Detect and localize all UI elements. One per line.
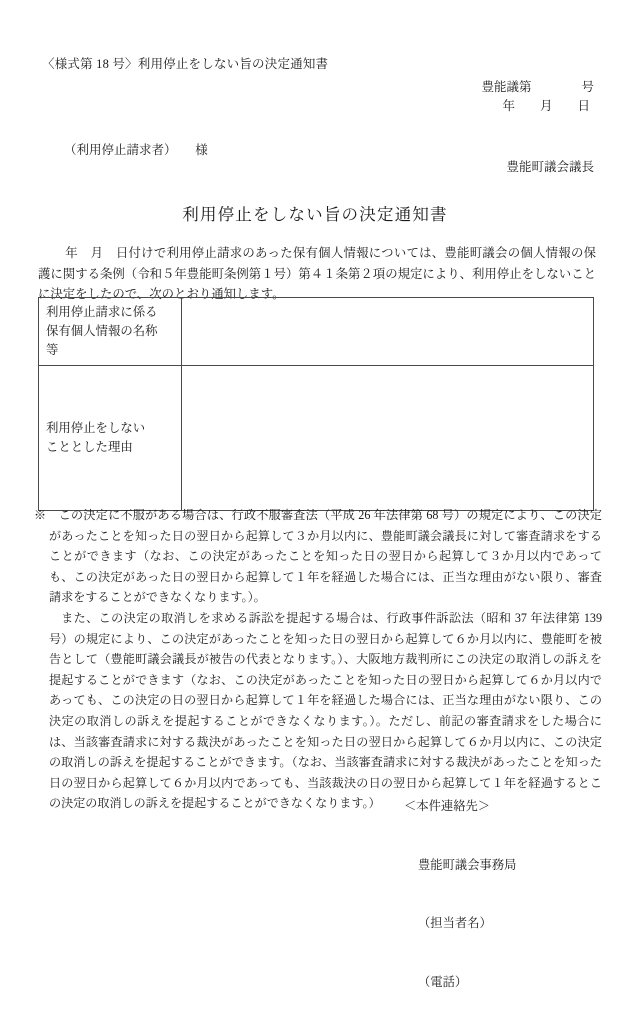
decision-details-table (38, 297, 594, 511)
label-line: 保有個人情報の名称 (46, 324, 158, 338)
table-row (39, 366, 594, 511)
body-paragraph: 年 月 日付けで利用停止請求のあった保有個人情報については、豊能町議会の個人情報の保護に関する条例（令和５年豊能町条例第１号）第４１条第２項の規定により、利用停止をしないことに決定をしたので、次のとおり通知します。 (38, 246, 596, 301)
legal-notice-block (34, 505, 602, 814)
addressee-line: （利用停止請求者） 様 (64, 143, 208, 157)
document-number: 豊能議第 号 (481, 80, 594, 94)
body-paragraph-block (38, 243, 596, 305)
contact-block (404, 758, 516, 1031)
table-row-value-reason[interactable] (182, 366, 594, 511)
contact-phone: （電話） (418, 974, 468, 989)
contact-office: 豊能町議会事務局 (418, 857, 517, 872)
document-meta-block (481, 78, 594, 116)
issuer-name: 豊能町議会議長 (506, 160, 594, 174)
document-date: 年 月 日 (502, 99, 590, 113)
table-row-label-subject (39, 298, 182, 366)
label-line: 利用停止をしない (46, 421, 146, 435)
label-line: 等 (46, 343, 59, 357)
notice-paragraph-appeal: ※ この決定に不服がある場合は、行政不服審査法（平成 26 年法律第 68 号）の規定により、この決定があったことを知った日の翌日から起算して３か月以内に、豊能町議会議長に対して審査請求をすることができます（なお、この決定があったことを知った日の翌日から起算して３か月以内であっても、この決定があった日の翌日から起算して１年を経過した場合には、正当な理由がない限り、審査請求をすることができなくなります。）。 (34, 508, 602, 605)
label-line: こととした理由 (46, 440, 133, 454)
label-line: 利用停止請求に係る (46, 305, 158, 319)
page-title: 利用停止をしない旨の決定通知書 (182, 205, 448, 224)
table-row-label-reason (39, 366, 182, 511)
table-row (39, 298, 594, 366)
contact-person: （担当者名） (418, 916, 492, 930)
form-number-label: 〈様式第 18 号〉利用停止をしない旨の決定通知書 (42, 57, 329, 71)
table-row-value-subject[interactable] (182, 298, 594, 366)
contact-heading: ＜本件連絡先＞ (404, 799, 491, 813)
notice-paragraph-litigation: また、この決定の取消しを求める訴訟を提起する場合は、行政事件訴訟法（昭和 37 年法律第 139 号）の規定により、この決定があったことを知った日の翌日から起算して６か月以内に、豊能町を被告として（豊能町議会議長が被告の代表となります。）、大阪地方裁判所にこの決定の取消しの訴えを提起することができます（なお、この決定があったことを知った日の翌日から起算して６か月以内であっても、この決定の日の翌日から起算して１年を経過した場合には、正当な理由がない限り、この決定の取消しの訴えを提起することができなくなります。）。ただし、前記の審査請求をした場合には、当該審査請求に対する裁決があったことを知った日の翌日から起算して６か月以内に、この決定の取消しの訴えを提起することができます。（なお、当該審査請求に対する裁決があったことを知った日の翌日から起算して６か月以内であっても、当該裁決の日の翌日から起算して１年を経過するとこの決定の取消しの訴えを提起することができなくなります。） (49, 610, 602, 811)
